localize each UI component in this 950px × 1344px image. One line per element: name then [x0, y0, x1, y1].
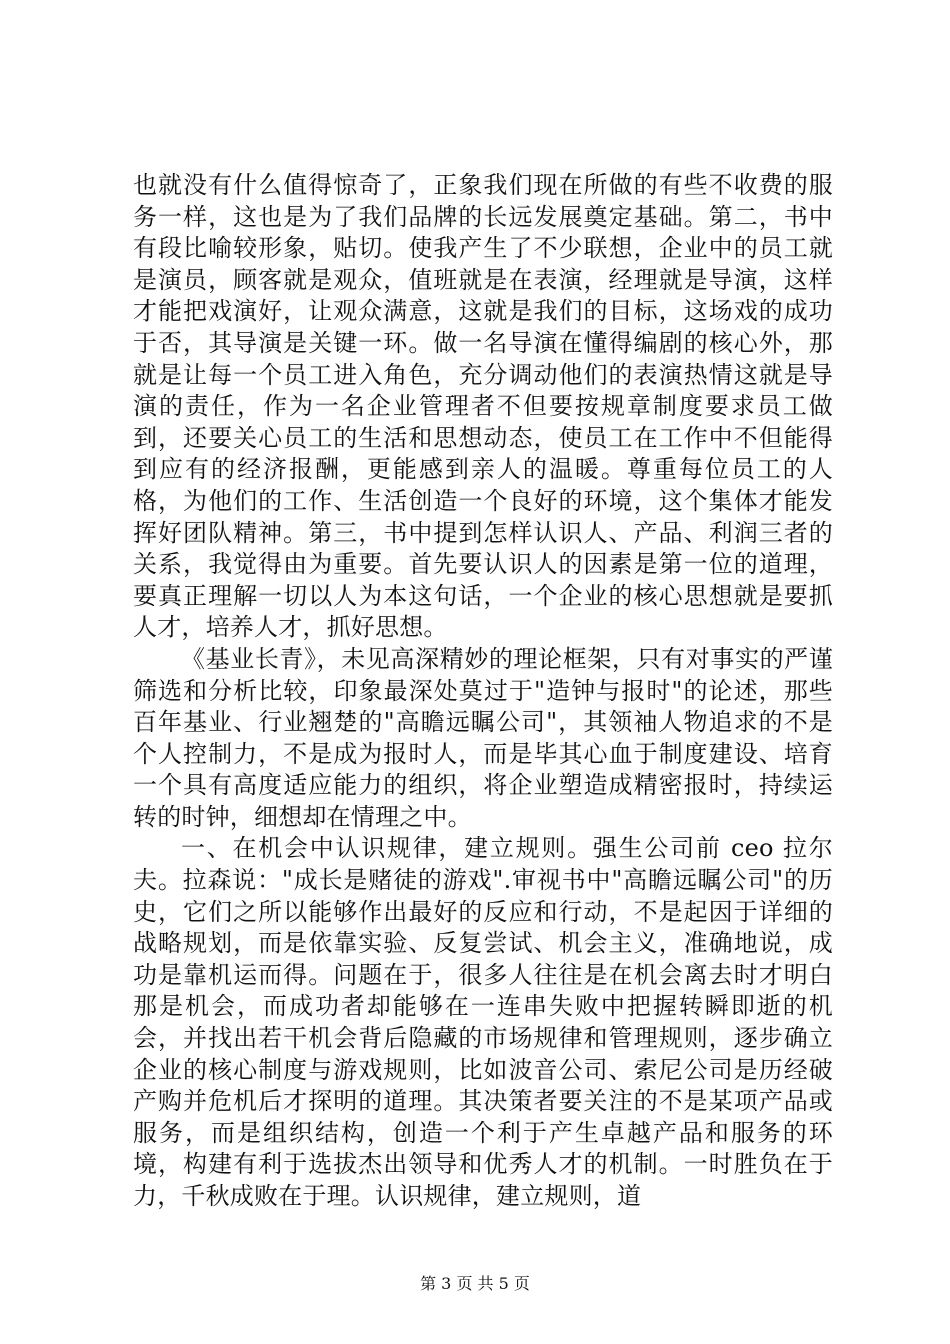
paragraph-3: 一、在机会中认识规律，建立规则。强生公司前 ceo 拉尔夫。拉森说："成长是赌徒的游戏".审视书中"高瞻远瞩公司"的历史，它们之所以能够作出最好的反应和行动，不是起因于详细的战略规划，而是依靠实验、反复尝试、机会主义，准确地说，成功是靠机运而得。问题在于，很多人往往是在机会离去时才明白那是机会，而成功者却能够在一连串失败中把握转瞬即逝的机会，并找出若干机会背后隐藏的市场规律和管理规则，逐步确立企业的核心制度与游戏规则，比如波音公司、索尼公司是历经破产购并危机后才探明的道理。其决策者要关注的不是某项产品或服务，而是组织结构，创造一个利于产生卓越产品和服务的环境，构建有利于选拔杰出领导和优秀人才的机制。一时胜负在于力，千秋成败在于理。认识规律，建立规则，道 [133, 834, 833, 1210]
paragraph-2: 《基业长青》，未见高深精妙的理论框架，只有对事实的严谨筛选和分析比较，印象最深处莫过于"造钟与报时"的论述，那些百年基业、行业翘楚的"高瞻远瞩公司"，其领袖人物追求的不是个人控制力，不是成为报时人，而是毕其心血于制度建设、培育一个具有高度适应能力的组织，将企业塑造成精密报时，持续运转的时钟，细想却在情理之中。 [133, 644, 833, 831]
document-body [133, 170, 833, 1213]
paragraph-1: 也就没有什么值得惊奇了，正象我们现在所做的有些不收费的服务一样，这也是为了我们品牌的长远发展奠定基础。第二，书中有段比喻较形象，贴切。使我产生了不少联想，企业中的员工就是演员，顾客就是观众，值班就是在表演，经理就是导演，这样才能把戏演好，让观众满意，这就是我们的目标，这场戏的成功于否，其导演是关键一环。做一名导演在懂得编剧的核心外，那就是让每一个员工进入角色，充分调动他们的表演热情这就是导演的责任，作为一名企业管理者不但要按规章制度要求员工做到，还要关心员工的生活和思想动态，使员工在工作中不但能得到应有的经济报酬，更能感到亲人的温暖。尊重每位员工的人格，为他们的工作、生活创造一个良好的环境，这个集体才能发挥好团队精神。第三，书中提到怎样认识人、产品、利润三者的关系，我觉得由为重要。首先要认识人的因素是第一位的道理，要真正理解一切以人为本这句话，一个企业的核心思想就是要抓人才，培养人才，抓好思想。 [133, 171, 833, 642]
page-footer: 第 3 页 共 5 页 [420, 1274, 530, 1293]
